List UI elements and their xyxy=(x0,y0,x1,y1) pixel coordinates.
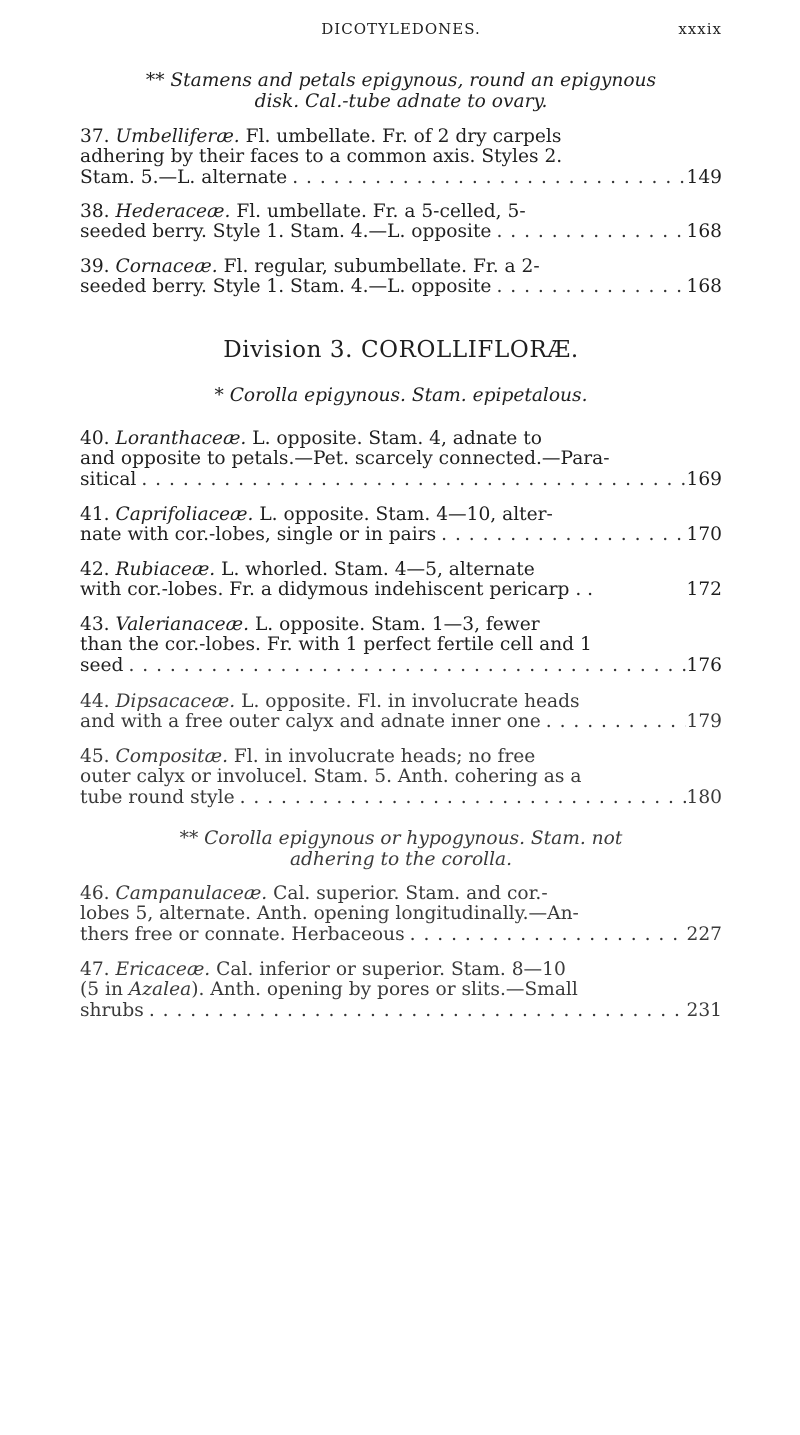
page-reference: 179 xyxy=(686,711,722,733)
entry-number: 45. xyxy=(80,747,110,767)
page-reference: 149 xyxy=(686,166,722,188)
corolla-subheading: * Corolla epigynous. Stam. epipetalous. xyxy=(214,385,588,406)
entry-text: thers free or connate. Herbaceous xyxy=(80,923,405,945)
entry-text: lobes 5, alternate. Anth. opening longitudinally.—An- xyxy=(80,904,579,925)
dot-leader xyxy=(405,925,686,945)
entry-text: L. opposite. Stam. 1—3, fewer xyxy=(249,615,540,635)
family-name: Loranthaceæ. xyxy=(115,429,247,449)
entry-text: sitical xyxy=(80,468,137,490)
entry-text: and with a free outer calyx and adnate inner one xyxy=(80,711,541,733)
page-reference: 172 xyxy=(686,579,722,601)
note-line: ** Stamens and petals epigynous, round an epigynous xyxy=(145,70,657,91)
entry-number: 38. xyxy=(80,202,110,222)
family-name: Dipsacaceæ. xyxy=(115,692,236,712)
entry-number: 46. xyxy=(80,884,110,904)
family-name: Campanulaceæ. xyxy=(115,884,268,904)
entry-text: (5 in xyxy=(80,980,129,1001)
entry-text: seeded berry. Style 1. Stam. 4.—L. opposite xyxy=(80,221,492,243)
page-reference: 170 xyxy=(686,524,722,546)
dot-leader xyxy=(287,168,686,188)
entry-number: 39. xyxy=(80,257,110,277)
corolla-subheading-2 xyxy=(80,828,722,870)
entry-number: 47. xyxy=(80,960,110,980)
entry-44-dipsacaceae xyxy=(80,692,722,733)
dot-leader xyxy=(436,525,686,545)
family-name: Compositæ. xyxy=(115,747,228,767)
page-reference: 169 xyxy=(686,468,722,490)
entry-text: Fl. in involucrate heads; no free xyxy=(228,747,536,767)
entry-text: Fl. umbellate. Fr. of 2 dry carpels xyxy=(239,127,562,147)
dot-leader xyxy=(491,277,686,297)
family-name: Hederaceæ. xyxy=(115,202,231,222)
entry-text: Cal. inferior or superior. Stam. 8—10 xyxy=(210,960,566,980)
dot-leader xyxy=(144,1001,686,1021)
entry-text: and opposite to petals.—Pet. scarcely connected.—Para- xyxy=(80,449,610,470)
entry-text: seeded berry. Style 1. Stam. 4.—L. opposite xyxy=(80,276,492,298)
dot-leader xyxy=(136,470,686,490)
entry-45-compositae xyxy=(80,747,722,808)
entry-text: adhering by their faces to a common axis. Styles 2. xyxy=(80,147,563,168)
running-head-title: DICOTYLEDONES. xyxy=(321,20,481,38)
page-reference: 180 xyxy=(686,786,722,808)
entry-text: than the cor.-lobes. Fr. with 1 perfect fertile cell and 1 xyxy=(80,635,592,656)
entry-text: Stam. 5.—L. alternate xyxy=(80,166,288,188)
page-reference: 168 xyxy=(686,276,722,298)
entry-text: L. whorled. Stam. 4—5, alternate xyxy=(215,560,535,580)
entry-text: outer calyx or involucel. Stam. 5. Anth. cohering as a xyxy=(80,767,582,788)
running-head xyxy=(80,20,722,44)
entry-text: L. opposite. Stam. 4, adnate to xyxy=(246,429,542,449)
page-reference: 168 xyxy=(686,221,722,243)
entry-number: 43. xyxy=(80,615,110,635)
entry-37-umbelliferae xyxy=(80,127,722,188)
entry-text: L. opposite. Fl. in involucrate heads xyxy=(235,692,580,712)
entry-47-ericaceae xyxy=(80,960,722,1021)
entry-text: Fl. regular, subumbellate. Fr. a 2- xyxy=(217,257,540,277)
family-name: Caprifoliaceæ. xyxy=(115,505,254,525)
genus-name: Azalea xyxy=(128,980,192,1001)
entry-text: tube round style xyxy=(80,786,235,808)
entry-41-caprifoliaceae xyxy=(80,505,722,546)
entry-number: 42. xyxy=(80,560,110,580)
entry-46-campanulaceae xyxy=(80,884,722,945)
subheading-line: ** Corolla epigynous or hypogynous. Stam. not xyxy=(179,828,623,849)
dot-leader xyxy=(541,712,686,732)
entry-text: L. opposite. Stam. 4—10, alter- xyxy=(253,505,553,525)
family-name: Rubiaceæ. xyxy=(115,560,216,580)
entry-39-cornaceae xyxy=(80,257,722,298)
page-number: xxxix xyxy=(678,20,722,38)
entry-text: with cor.-lobes. Fr. a didymous indehiscent pericarp . . xyxy=(80,579,594,601)
family-name: Cornaceæ. xyxy=(115,257,218,277)
dot-leader xyxy=(491,222,686,242)
entry-number: 44. xyxy=(80,692,110,712)
family-name: Valerianaceæ. xyxy=(115,615,250,635)
entry-number: 41. xyxy=(80,505,110,525)
family-name: Umbelliferæ. xyxy=(115,127,240,147)
entry-text: ). Anth. opening by pores or slits.—Small xyxy=(191,980,578,1001)
entry-43-valerianaceae xyxy=(80,615,722,676)
subheading-line: adhering to the corolla. xyxy=(289,849,513,870)
family-name: Ericaceæ. xyxy=(115,960,211,980)
entry-text: shrubs xyxy=(80,999,144,1021)
entry-40-loranthaceae xyxy=(80,429,722,490)
dot-leader xyxy=(123,656,686,676)
division-heading: Division 3. COROLLIFLORÆ. xyxy=(223,337,579,363)
entry-text: Cal. superior. Stam. and cor.- xyxy=(267,884,548,904)
entry-number: 40. xyxy=(80,429,110,449)
entry-38-hederaceae xyxy=(80,202,722,243)
page-reference: 227 xyxy=(686,923,722,945)
page-reference: 176 xyxy=(686,654,722,676)
entry-text: seed xyxy=(80,654,124,676)
dot-leader xyxy=(235,788,686,808)
entry-42-rubiaceae xyxy=(80,560,722,601)
entry-text: Fl. umbellate. Fr. a 5-celled, 5- xyxy=(230,202,526,222)
page-reference: 231 xyxy=(686,999,722,1021)
entry-text: nate with cor.-lobes, single or in pairs xyxy=(80,524,437,546)
entry-number: 37. xyxy=(80,127,110,147)
stamens-note xyxy=(80,70,722,112)
note-line: disk. Cal.-tube adnate to ovary. xyxy=(254,91,548,112)
